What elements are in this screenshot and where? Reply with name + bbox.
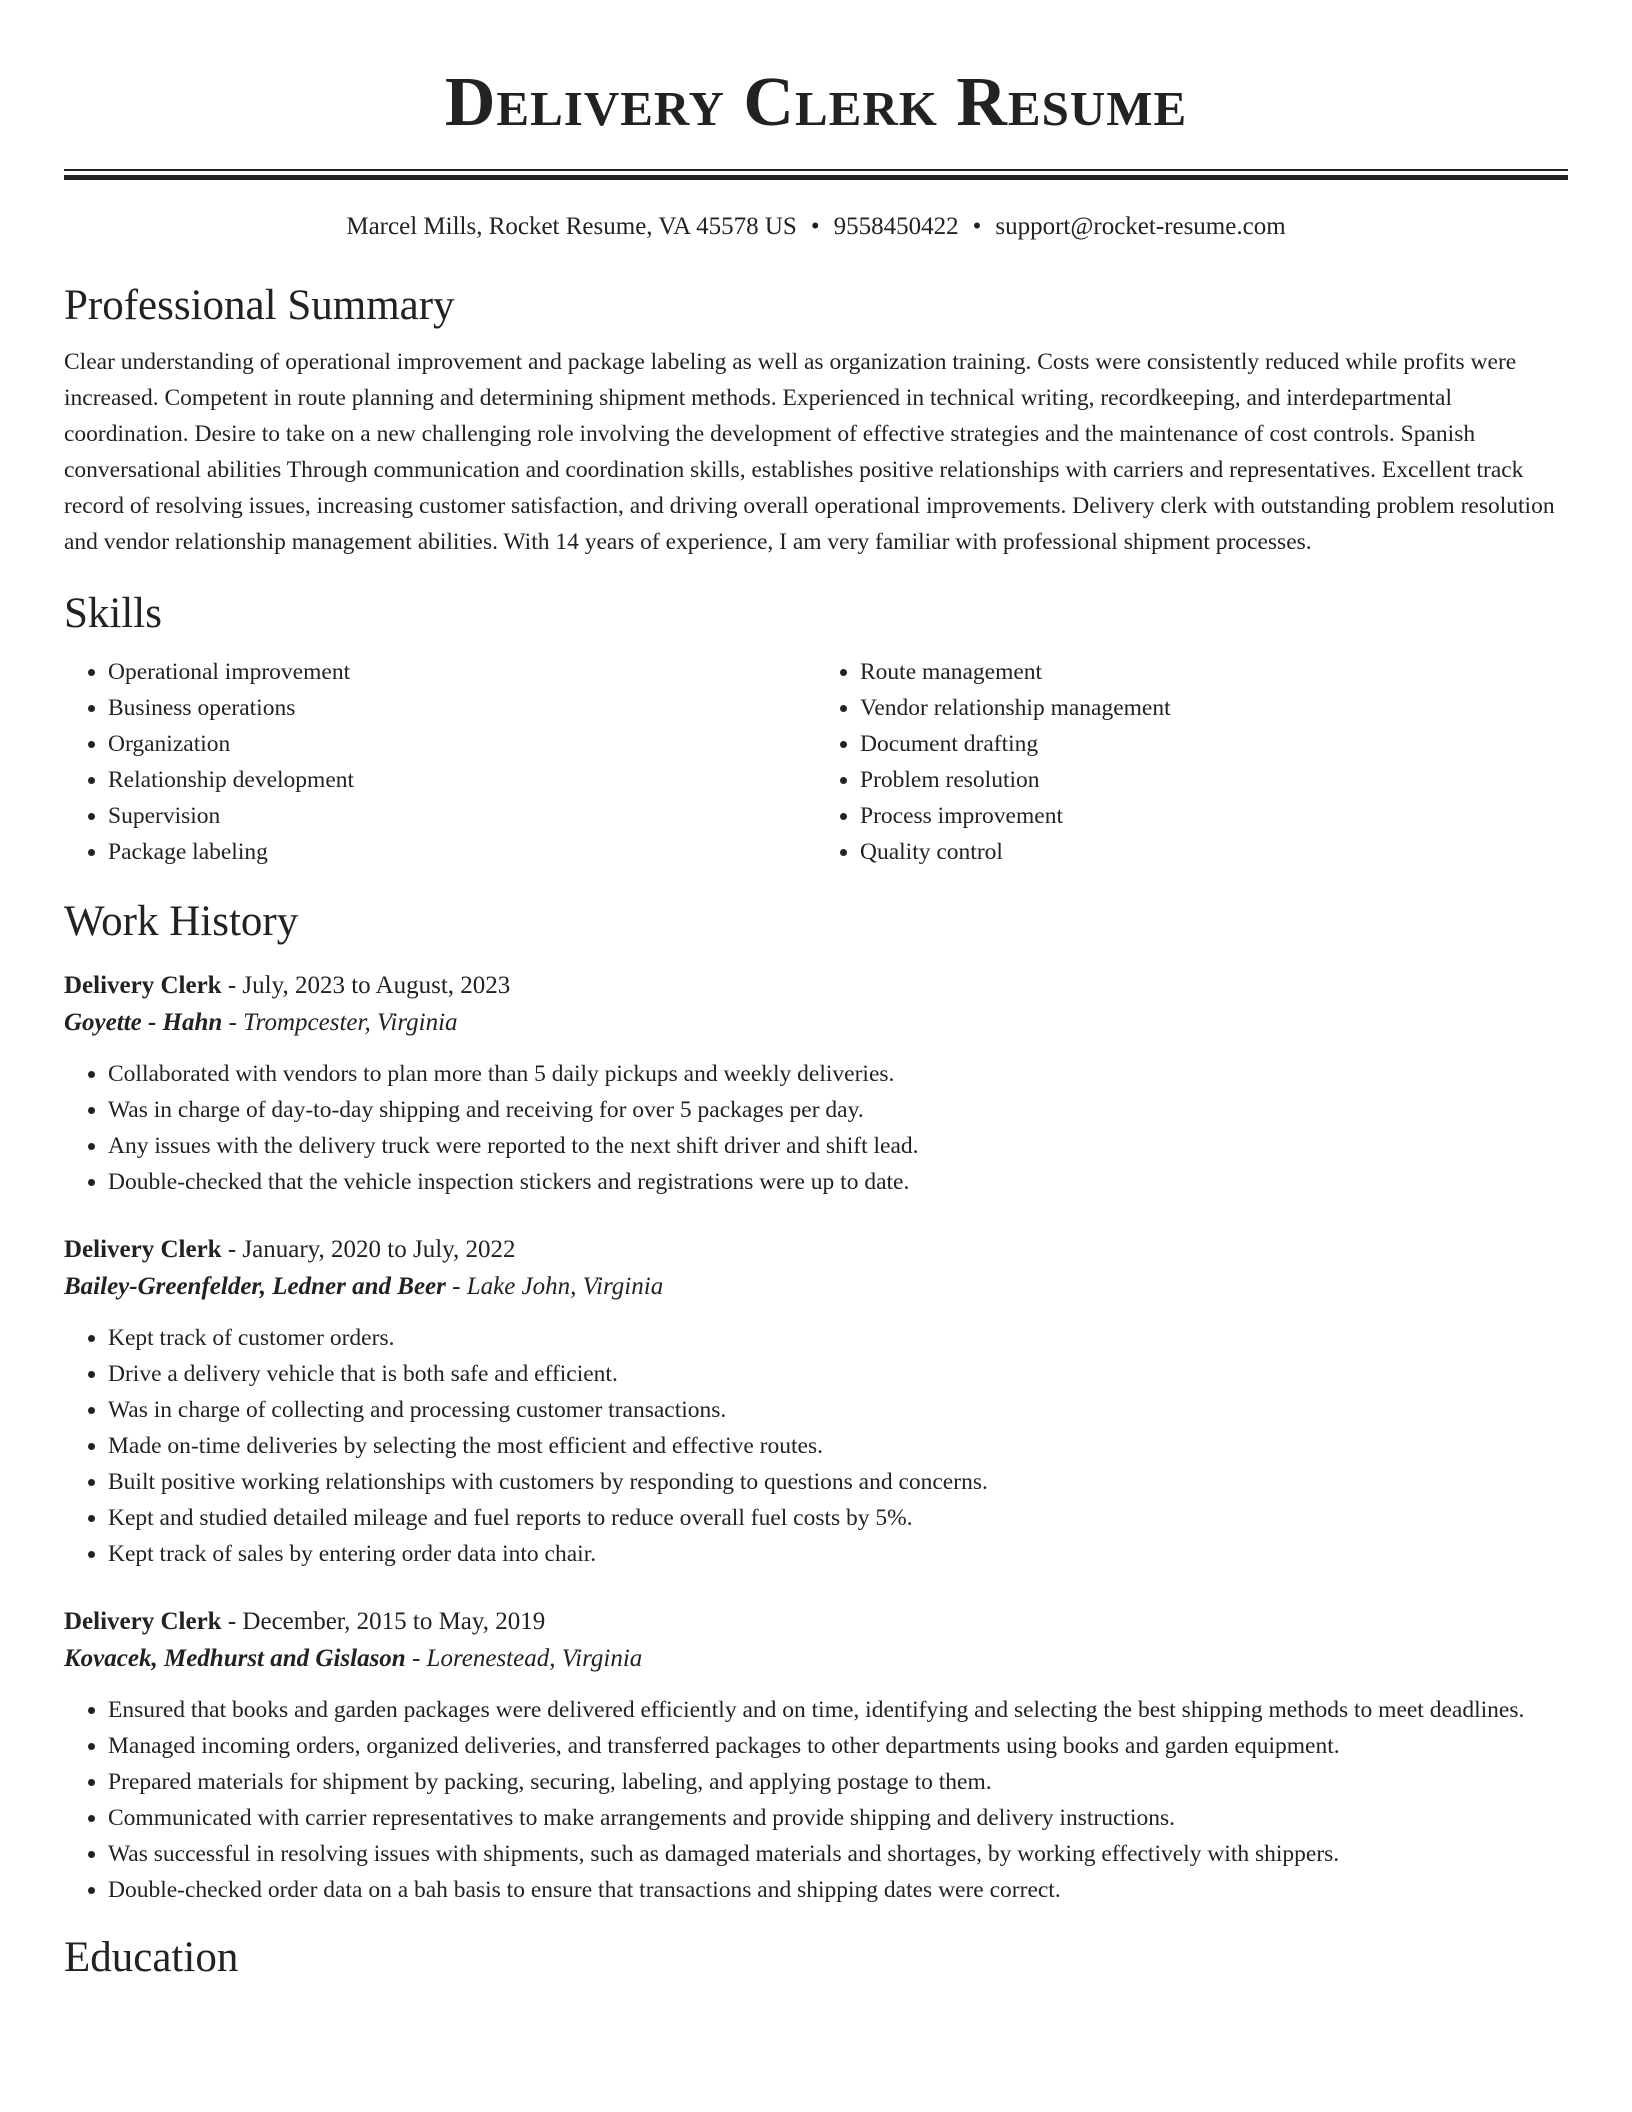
job-bullets	[64, 1056, 1568, 1200]
job-bullet: • Drive a delivery vehicle that is both safe and efficient.	[108, 1356, 1568, 1392]
job-bullet: • Any issues with the delivery truck were reported to the next shift driver and shift lead.	[108, 1128, 1568, 1164]
job-bullet: • Was successful in resolving issues with shipments, such as damaged materials and shortages, by working effectively with shippers.	[108, 1836, 1568, 1872]
contact-address: Marcel Mills, Rocket Resume, VA 45578 US	[346, 213, 797, 240]
summary-heading: Professional Summary	[64, 282, 455, 329]
skill-item: • Supervision	[108, 798, 816, 834]
work-history-heading: Work History	[64, 898, 299, 945]
company-line	[64, 1268, 1568, 1306]
skill-item: • Quality control	[860, 834, 1568, 870]
job-dash: -	[221, 1608, 243, 1635]
job-bullet: • Managed incoming orders, organized deliveries, and transferred packages to other departments using books and garden equipment.	[108, 1728, 1568, 1764]
contact-separator: •	[810, 213, 820, 240]
skills-heading: Skills	[64, 590, 162, 637]
job-title-line	[64, 968, 1568, 1004]
skill-item: • Relationship development	[108, 762, 816, 798]
job-bullet: • Communicated with carrier representatives to make arrangements and provide shipping and delivery instructions.	[108, 1800, 1568, 1836]
skills-column-right	[816, 654, 1568, 870]
contact-line	[64, 210, 1568, 244]
skill-item: • Operational improvement	[108, 654, 816, 690]
skill-item: • Package labeling	[108, 834, 816, 870]
job-dates: July, 2023 to August, 2023	[242, 972, 511, 999]
skill-item: • Business operations	[108, 690, 816, 726]
skill-item: • Document drafting	[860, 726, 1568, 762]
job-entry	[64, 1604, 1568, 1908]
skills-list	[64, 654, 1568, 870]
company-name: Bailey-Greenfelder, Ledner and Beer	[64, 1273, 446, 1300]
skills-column-left	[64, 654, 816, 870]
job-bullet: • Prepared materials for shipment by packing, securing, labeling, and applying postage to them.	[108, 1764, 1568, 1800]
contact-phone: 9558450422	[833, 213, 959, 240]
title-divider	[64, 169, 1568, 180]
job-bullet: • Double-checked that the vehicle inspection stickers and registrations were up to date.	[108, 1164, 1568, 1200]
job-dash: -	[445, 1273, 467, 1300]
job-dates: January, 2020 to July, 2022	[242, 1236, 516, 1263]
contact-separator: •	[972, 213, 982, 240]
company-location: Lake John, Virginia	[466, 1273, 664, 1300]
job-bullet: • Collaborated with vendors to plan more than 5 daily pickups and weekly deliveries.	[108, 1056, 1568, 1092]
skill-item: • Process improvement	[860, 798, 1568, 834]
job-bullets	[64, 1692, 1568, 1908]
job-entry	[64, 1232, 1568, 1572]
job-dates: December, 2015 to May, 2019	[242, 1608, 546, 1635]
job-title-line	[64, 1232, 1568, 1268]
job-title: Delivery Clerk	[64, 1236, 222, 1263]
skill-item: • Route management	[860, 654, 1568, 690]
job-bullet: • Built positive working relationships with customers by responding to questions and concerns.	[108, 1464, 1568, 1500]
company-line	[64, 1004, 1568, 1042]
job-bullet: • Kept track of customer orders.	[108, 1320, 1568, 1356]
job-bullet: • Kept and studied detailed mileage and fuel reports to reduce overall fuel costs by 5%.	[108, 1500, 1568, 1536]
job-dash: -	[221, 1236, 243, 1263]
job-entry	[64, 968, 1568, 1200]
company-name: Kovacek, Medhurst and Gislason	[64, 1645, 406, 1672]
company-name: Goyette - Hahn	[64, 1009, 223, 1036]
job-title-line	[64, 1604, 1568, 1640]
contact-email: support@rocket-resume.com	[995, 213, 1286, 240]
job-dash: -	[405, 1645, 427, 1672]
company-location: Lorenestead, Virginia	[426, 1645, 643, 1672]
company-location: Trompcester, Virginia	[243, 1009, 458, 1036]
job-bullet: • Kept track of sales by entering order data into chair.	[108, 1536, 1568, 1572]
skill-item: • Vendor relationship management	[860, 690, 1568, 726]
page-title: Delivery Clerk Resume	[444, 64, 1188, 141]
job-bullet: • Was in charge of collecting and processing customer transactions.	[108, 1392, 1568, 1428]
job-bullet: • Made on-time deliveries by selecting the most efficient and effective routes.	[108, 1428, 1568, 1464]
skill-item: • Problem resolution	[860, 762, 1568, 798]
job-bullet: • Double-checked order data on a bah basis to ensure that transactions and shipping dates were correct.	[108, 1872, 1568, 1908]
job-title: Delivery Clerk	[64, 972, 222, 999]
job-bullets	[64, 1320, 1568, 1572]
job-title: Delivery Clerk	[64, 1608, 222, 1635]
summary-text: Clear understanding of operational improvement and package labeling as well as organization training. Costs were consistently reduced while profits were increased. Competent in route planning and determining shipment methods. Experienced in technical writing, recordkeeping, and interdepartmental coordination. Desire to take on a new challenging role involving the development of effective strategies and the maintenance of cost controls. Spanish conversational abilities Through communication and coordination skills, establishes positive relationships with carriers and representatives. Excellent track record of resolving issues, increasing customer satisfaction, and driving overall operational improvements. Delivery clerk with outstanding problem resolution and vendor relationship management abilities. With 14 years of experience, I am very familiar with professional shipment processes.	[64, 349, 1555, 555]
company-line	[64, 1640, 1568, 1678]
job-bullet: • Was in charge of day-to-day shipping and receiving for over 5 packages per day.	[108, 1092, 1568, 1128]
job-dash: -	[222, 1009, 244, 1036]
skill-item: • Organization	[108, 726, 816, 762]
job-dash: -	[221, 972, 243, 999]
job-bullet: • Ensured that books and garden packages were delivered efficiently and on time, identifying and selecting the best shipping methods to meet deadlines.	[108, 1692, 1568, 1728]
education-heading: Education	[64, 1934, 239, 1981]
